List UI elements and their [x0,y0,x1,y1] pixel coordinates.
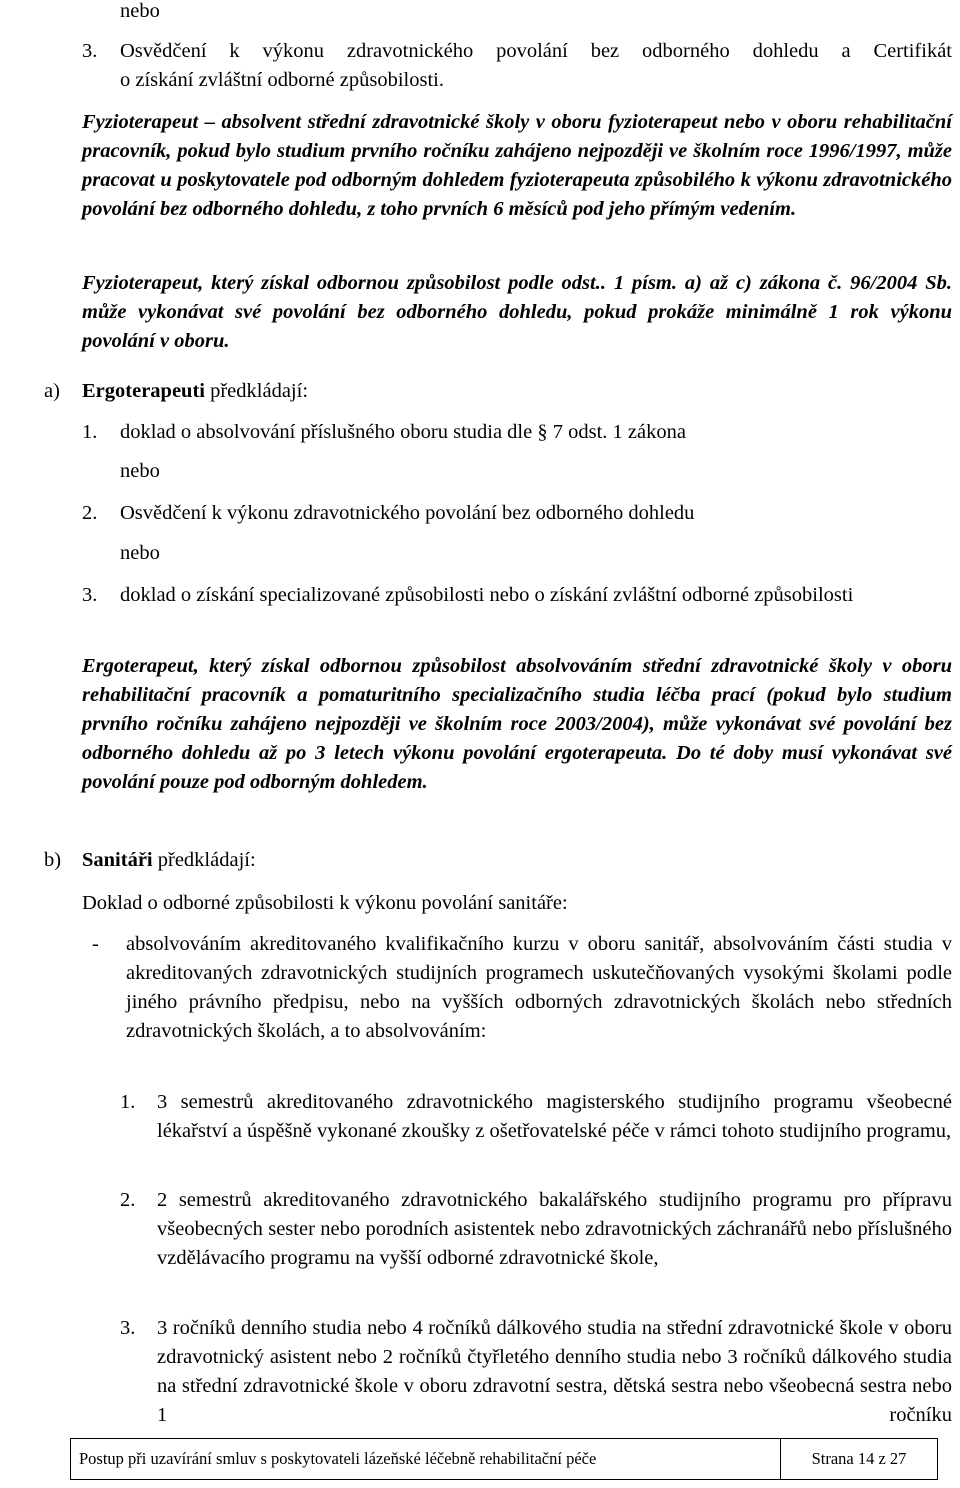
list-number: 1. [120,1091,136,1113]
list-item-text: o získání zvláštní odborné způsobilosti. [120,69,444,91]
list-number: 2. [82,502,98,524]
fyzioterapeut-paragraph-2: Fyzioterapeut, který získal odbornou způsobilost podle odst.. 1 písm. a) až c) zákona č. 96/2004 Sb. může vykonávat své povolání bez odborného dohledu, pokud prokáže minimálně 1 rok výkonu povolání v oboru. [82,272,952,352]
footer-title: Postup při uzavírání smluv s poskytovateli lázeňské léčebně rehabilitační péče [71,1439,781,1479]
dash-bullet: - [92,933,99,955]
nebo-text: nebo [120,0,160,22]
list-number: 1. [82,421,98,443]
list-item-text: 3 ročníků denního studia nebo 4 ročníků dálkového studia na střední zdravotnické škole v oboru zdravotnický asistent nebo 2 ročníků čtyřletého denního studia nebo 3 ročníků dálkového studia na střední zdravotnické škole v oboru zdravotní sestra, dětská sestra nebo všeobecná sestra nebo 1 ročníku [157,1317,952,1426]
nebo-text: nebo [120,542,160,564]
section-title [82,377,308,406]
list-number: 3. [120,1317,136,1339]
list-number: 2. [120,1189,136,1211]
list-number: 3. [82,40,98,62]
section-title [82,846,256,875]
section-title-rest: předkládají: [204,380,309,402]
list-item-text: Osvědčení k výkonu zdravotnického povolání bez odborného dohledu a Certifikát [120,40,952,62]
page-footer [70,1438,938,1480]
list-item-text: Osvědčení k výkonu zdravotnického povolání bez odborného dohledu [120,502,695,524]
dash-item-text: absolvováním akreditovaného kvalifikačního kurzu v oboru sanitář, absolvováním části studia v akreditovaných zdravotnických studijních programech uskutečňovaných vysokými školami podle jiného právního předpisu, nebo na vyšších odborných zdravotnických školách nebo středních zdravotnických školách, a to absolvováním: [126,933,952,1042]
page-number: Strana 14 z 27 [811,1449,907,1468]
fyzioterapeut-text: – absolvent střední zdravotnické školy v oboru fyzioterapeut nebo v oboru rehabilitační pracovník, pokud bylo studium prvního ročníku zahájeno nejpozději ve školním roce 1996/1997, může pracovat u poskytovatele pod odborným dohledem fyzioterapeuta způsobilého k výkonu zdravotnického povolání bez odborného dohledu, z toho prvních 6 měsíců pod jeho přímým vedením. [82,111,952,220]
nebo-text: nebo [120,460,160,482]
doklad-heading: Doklad o odborné způsobilosti k výkonu povolání sanitáře: [82,892,568,914]
ergoterapeut-paragraph: Ergoterapeut, který získal odbornou způsobilost absolvováním střední zdravotnické školy v oboru rehabilitační pracovník a pomaturitního specializačního studia léčba prací (pokud bylo studium prvního ročníku zahájeno nejpozději ve školním roce 2003/2004), může vykonávat své povolání bez odborného dohledu až po 3 letech výkonu povolání ergoterapeuta. Do té doby musí vykonávat své povolání pouze pod odborným dohledem. [82,655,952,793]
list-item-text: doklad o získání specializované způsobilosti nebo o získání zvláštní odborné způsobilosti [120,584,854,606]
list-item-text: 3 semestrů akreditovaného zdravotnického magisterského studijního programu všeobecné lékařství a úspěšně vykonané zkoušky z ošetřovatelské péče v rámci tohoto studijního programu, [157,1091,952,1142]
list-number: 3. [82,584,98,606]
section-letter: a) [44,380,60,402]
fyzioterapeut-paragraph [82,108,952,224]
list-item-text: doklad o absolvování příslušného oboru studia dle § 7 odst. 1 zákona [120,421,686,443]
section-title-rest: předkládají: [152,849,256,871]
fyzioterapeut-term: Fyzioterapeut [82,111,199,133]
list-item-text: 2 semestrů akreditovaného zdravotnického bakalářského studijního programu pro přípravu všeobecných sester nebo porodních asistentek nebo zdravotnických záchranářů nebo příslušného vzdělávacího programu na vyšší odborné zdravotnické škole, [157,1189,952,1269]
section-title-bold: Sanitáři [82,849,153,871]
section-title-bold: Ergoterapeuti [82,380,205,402]
section-letter: b) [44,849,62,871]
